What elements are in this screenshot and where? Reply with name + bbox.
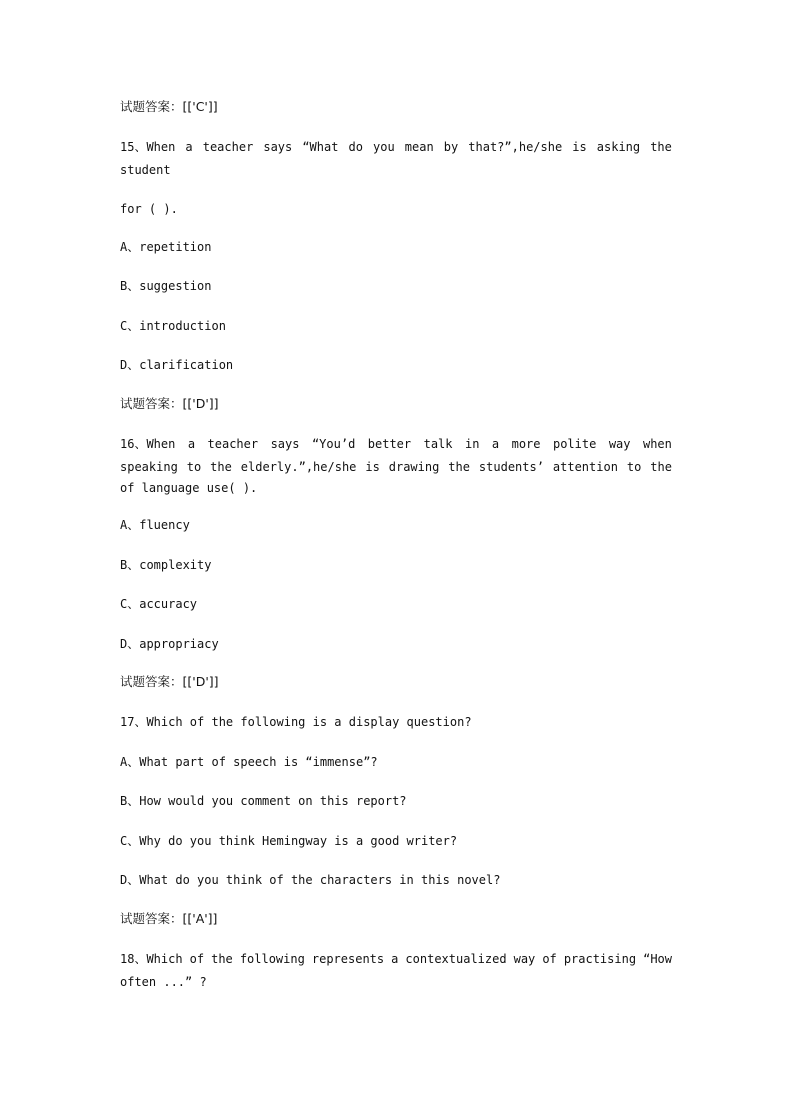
word: drawing bbox=[388, 460, 440, 474]
answer-line-16: 试题答案：[['D']] bbox=[120, 674, 219, 689]
question-15-line-3: for ( ). bbox=[120, 202, 178, 216]
question-16-line-1 bbox=[120, 436, 672, 452]
word: “What bbox=[302, 140, 339, 154]
word: teacher bbox=[207, 437, 259, 451]
question-15-line-2: student bbox=[120, 163, 171, 177]
question-16-line-2 bbox=[120, 459, 672, 475]
option-16-a: A、fluency bbox=[120, 518, 190, 532]
word: to bbox=[186, 460, 202, 474]
word: when bbox=[642, 437, 672, 451]
word: a bbox=[187, 437, 196, 451]
option-16-d: D、appropriacy bbox=[120, 637, 219, 651]
option-15-d: D、clarification bbox=[120, 358, 234, 372]
word: way bbox=[608, 437, 631, 451]
question-15-line-1 bbox=[120, 139, 672, 155]
word: teacher bbox=[202, 140, 254, 154]
word: more bbox=[511, 437, 541, 451]
word: 16、When bbox=[120, 437, 176, 451]
word: 15、When bbox=[120, 140, 176, 154]
word: in bbox=[464, 437, 480, 451]
word: talk bbox=[423, 437, 453, 451]
option-15-a: A、repetition bbox=[120, 240, 212, 254]
word: a bbox=[391, 952, 399, 966]
word: by bbox=[443, 140, 459, 154]
word: is bbox=[365, 460, 380, 474]
word: “How bbox=[643, 952, 672, 966]
word: the bbox=[650, 140, 672, 154]
word: 18、Which bbox=[120, 952, 183, 966]
question-17: 17、Which of the following is a display question? bbox=[120, 715, 472, 729]
word: practising bbox=[563, 952, 637, 966]
word: the bbox=[650, 460, 672, 474]
answer-line-14: 试题答案：[['C']] bbox=[120, 99, 218, 114]
word: asking bbox=[596, 140, 641, 154]
answer-line-15: 试题答案：[['D']] bbox=[120, 396, 219, 411]
question-18-line-1 bbox=[120, 951, 672, 967]
word: the bbox=[448, 460, 470, 474]
option-17-d: D、What do you think of the characters in this novel? bbox=[120, 873, 501, 887]
word: that?”,he/she bbox=[468, 140, 563, 154]
word: students’ bbox=[478, 460, 544, 474]
word: is bbox=[572, 140, 587, 154]
question-18-line-2: often ...” ? bbox=[120, 975, 207, 989]
option-17-c: C、Why do you think Hemingway is a good writer? bbox=[120, 834, 458, 848]
word: elderly.”,he/she bbox=[240, 460, 357, 474]
word: way bbox=[513, 952, 536, 966]
option-15-b: B、suggestion bbox=[120, 279, 212, 293]
word: attention bbox=[552, 460, 618, 474]
option-16-b: B、complexity bbox=[120, 558, 212, 572]
question-16-line-3: of language use( ). bbox=[120, 481, 258, 495]
word: mean bbox=[404, 140, 434, 154]
word: to bbox=[626, 460, 642, 474]
word: better bbox=[367, 437, 412, 451]
word: do bbox=[348, 140, 363, 154]
word: the bbox=[211, 952, 233, 966]
option-15-c: C、introduction bbox=[120, 319, 226, 333]
word: following bbox=[239, 952, 305, 966]
option-17-b: B、How would you comment on this report? bbox=[120, 794, 407, 808]
word: “You’d bbox=[311, 437, 356, 451]
word: represents bbox=[311, 952, 385, 966]
word: polite bbox=[552, 437, 597, 451]
answer-line-17: 试题答案：[['A']] bbox=[120, 911, 218, 926]
word: speaking bbox=[120, 460, 178, 474]
word: of bbox=[189, 952, 205, 966]
word: says bbox=[263, 140, 293, 154]
option-17-a: A、What part of speech is “immense”? bbox=[120, 755, 378, 769]
word: a bbox=[491, 437, 500, 451]
word: of bbox=[542, 952, 557, 966]
word: a bbox=[185, 140, 193, 154]
word: you bbox=[373, 140, 395, 154]
word: contextualized bbox=[405, 952, 507, 966]
option-16-c: C、accuracy bbox=[120, 597, 198, 611]
word: says bbox=[270, 437, 300, 451]
word: the bbox=[210, 460, 232, 474]
